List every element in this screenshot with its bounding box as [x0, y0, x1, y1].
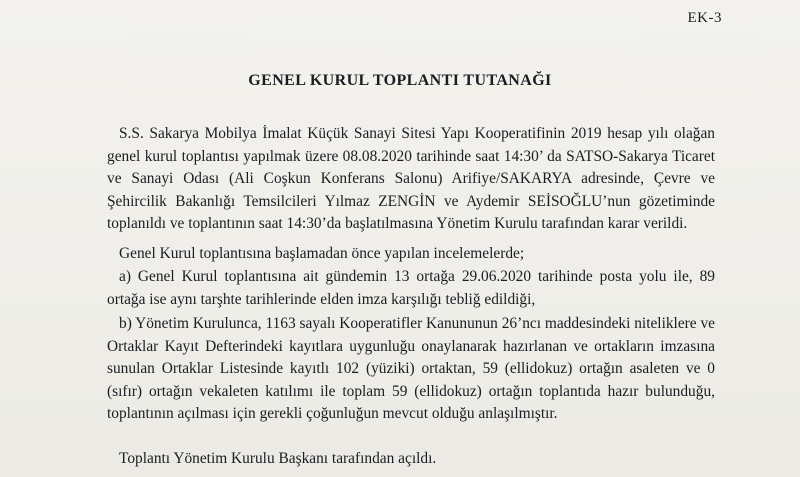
paragraph-item-b: b) Yönetim Kurulunca, 1163 sayalı Kooperatifler Kanununun 26’ncı maddesindeki niteliklere ve Ortaklar Kayıt Defterindeki kayıtlara uygunluğu onaylanarak hazırlanan ve ortakların imzasına sunulan Ortaklar Listesinde kayıtlı 102 (yüziki) ortaktan, 59 (ellidokuz) ortağın asaleten ve 0 (sıfır) ortağın vekaleten katılımı ile toplam 59 (ellidokuz) ortağın toplantıda hazır bulunduğu, toplantının açılması için gerekli çoğunluğun mevcut olduğu anlaşılmıştır.: [107, 315, 715, 422]
paragraph-opening: Toplantı Yönetim Kurulu Başkanı tarafından açıldı.: [119, 450, 437, 467]
paragraph-examinations: Genel Kurul toplantısına başlamadan önce yapılan incelemelerde;: [119, 245, 525, 262]
annex-code: EK-3: [687, 10, 722, 26]
paragraph-item-a: a) Genel Kurul toplantısına ait gündemin 13 ortağa 29.06.2020 tarihinde posta yolu ile, 89 ortağa ise aynı tarşhte tarihlerinde elden imza karşılığı tebliğ edildiği,: [107, 268, 715, 308]
paragraph-intro: S.S. Sakarya Mobilya İmalat Küçük Sanayi Sitesi Yapı Kooperatifinin 2019 hesap yılı olağan genel kurul toplantısı yapılmak üzere 08.08.2020 tarihinde saat 14:30’ da SATSO-Sakarya Ticaret ve Sanayi Odası (Ali Coşkun Konferans Salonu) Arifiye/SAKARYA adresinde, Çevre ve Şehircilik Bakanlığı Temsilcileri Yılmaz ZENGİN ve Aydemir SEİSOĞLU’nun gözetiminde toplanıldı ve toplantının saat 14:30’da başlatılmasına Yönetim Kurulu tarafından karar verildi.: [107, 125, 715, 232]
document-title: GENEL KURUL TOPLANTI TUTANAĞI: [248, 72, 552, 89]
